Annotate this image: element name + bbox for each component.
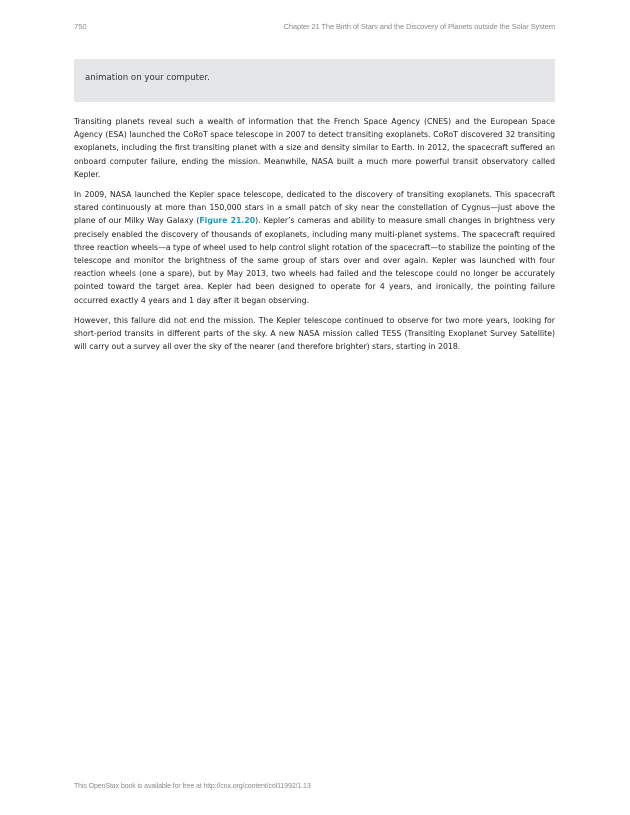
paragraph-kepler bbox=[74, 188, 555, 307]
paragraph-corot-text: Transiting planets reveal such a wealth of information that the French Space Agency (CNES) and the European Space Agency (ESA) launched the CoRoT space telescope in 2007 to detect transiting exoplanets. CoRoT discovered 32 transiting exoplanets, including the first transiting planet with a size and density similar to Earth. In 2012, the spacecraft suffered an onboard computer failure, ending the mission. Meanwhile, NASA built a much more powerful transit observatory called Kepler. bbox=[74, 117, 555, 179]
paragraph-kepler-text-end: ). Kepler’s cameras and ability to measure small changes in brightness very precisely enabled the discovery of thousands of exoplanets, including many multi-planet systems. The spacecraft required three reaction wheels—a type of wheel used to help control slight rotation of the spacecraft—to stabilize the pointing of the telescope and monitor the brightness of the same group of stars over and over again. Kepler was launched with four reaction wheels (one a spare), but by May 2013, two wheels had failed and the telescope could no longer be accurately pointed toward the target area. Kepler had been designed to operate for 4 years, and ironically, the pointing failure occurred exactly 4 years and 1 day after it began observing. bbox=[74, 216, 555, 305]
body-text bbox=[74, 115, 555, 360]
page-header bbox=[0, 22, 630, 36]
media-callout-box bbox=[74, 59, 555, 102]
paragraph-kepler-text-start: In 2009, NASA launched the Kepler space telescope, dedicated to the discovery of transiting exoplanets. This spacecraft stared continuously at more than 150,000 stars in a small patch of sky near the constellation of Cygnus—just above the plane of our Milky Way Galaxy ( bbox=[74, 190, 555, 226]
page-footer: This OpenStax book is available for free at http://cnx.org/content/col11992/1.13 bbox=[74, 783, 311, 790]
callout-text: animation on your computer. bbox=[85, 73, 210, 83]
paragraph-tess bbox=[74, 314, 555, 354]
chapter-title: Chapter 21 The Birth of Stars and the Discovery of Planets outside the Solar System bbox=[283, 22, 555, 31]
paragraph-corot bbox=[74, 115, 555, 181]
paragraph-tess-text: However, this failure did not end the mission. The Kepler telescope continued to observe for two more years, looking for short-period transits in different parts of the sky. A new NASA mission called TESS (Transiting Exoplanet Survey Satellite) will carry out a survey all over the sky of the nearer (and therefore brighter) stars, starting in 2018. bbox=[74, 315, 555, 352]
figure-21-20-link[interactable]: Figure 21.20 bbox=[199, 216, 256, 226]
page-number: 750 bbox=[74, 22, 87, 31]
